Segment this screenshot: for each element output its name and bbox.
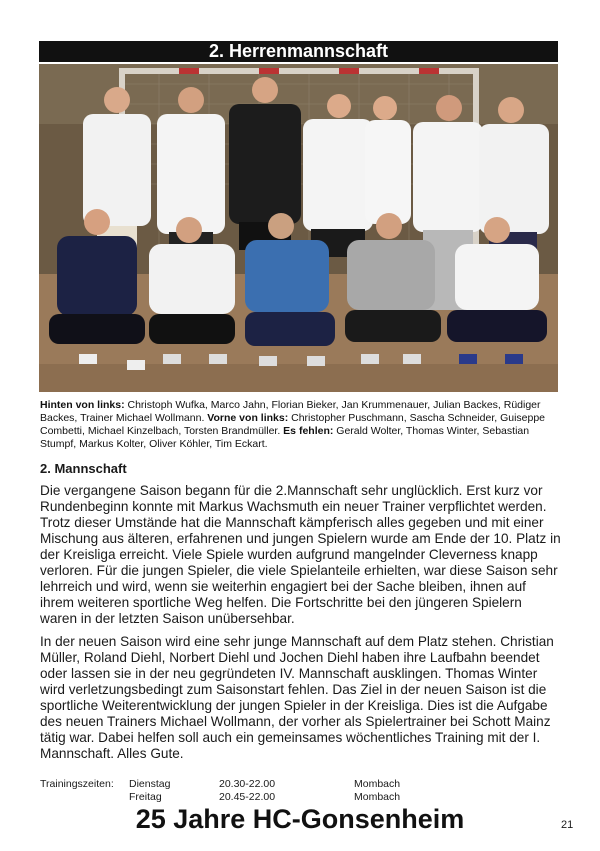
training-row [40,778,560,791]
caption-front-names: Christopher Puschmann, Sascha Schneider, Guiseppe Combetti, Michael Kinzelbach, Torsten Brandmüller. [40,412,546,437]
caption-back-names: Christoph Wufka, Marco Jahn, Florian Bieker, Jan Krummenauer, Julian Backes, Rüdiger Backes, Trainer Michael Wollmann. [40,399,541,424]
caption-back-label: Hinten von links: [40,399,125,411]
paragraph: Die vergangene Saison begann für die 2.Mannschaft sehr unglücklich. Erst kurz vor Rundenbeginn konnte mit Markus Wachsmuth ein neuer Trainer verpflichtet werden. Trotz dieser Umstände hat die Mannschaft kämpferisch alles gegeben und mit einer Mischung aus älteren, erfahrenen und jungen Spielern wurde am Ende der 10. Platz in der Kreisliga erreicht. Viele Spiele wurden aufgrund mangelnder Cleverness knapp verloren. Für die jungen Spieler, die viele Spielanteile erhielten, war diese Saison sehr lehrreich und wird, wenn sie weiterhin engagiert bei der Sache bleiben, ihnen auf ihrem weiteren sportliche Weg helfen. Die Fortschritte bei den jüngeren Spielern waren in der letzten Saison unübersehbar. [40,483,561,626]
section-title: 2. Mannschaft [40,461,127,476]
training-place: Mombach [354,791,401,803]
caption-missing-names: Gerald Wolter, Thomas Winter, Sebastian Stumpf, Markus Kolter, Oliver Köhler, Tim Eckart. [40,425,530,450]
training-time: 20.45-22.00 [219,791,276,803]
training-time: 20.30-22.00 [219,778,276,790]
caption-front-label: Vorne von links: [204,412,289,424]
training-label: Trainingszeiten: [40,778,114,790]
training-times [40,778,560,804]
training-place: Mombach [354,778,401,790]
footer-title: 25 Jahre HC-Gonsenheim [135,804,465,834]
article-body [40,483,562,769]
caption-missing-label: Es fehlen: [280,425,334,437]
training-day: Dienstag [129,778,171,790]
training-day: Freitag [129,791,162,803]
page-title: 2. Herrenmannschaft [39,41,558,62]
team-photo [39,64,558,392]
training-row [40,791,560,804]
photo-caption [40,399,560,451]
paragraph: In der neuen Saison wird eine sehr junge Mannschaft auf dem Platz stehen. Christian Müller, Roland Diehl, Norbert Diehl und Jochen Diehl haben ihre Laufbahn beendet oder lassen sie in der neu gegründeten IV. Mannschaft ausklingen. Thomas Winter wird verletzungsbedingt zum Saisonstart fehlen. Das Ziel in der neuen Saison ist die sportliche Weiterentwicklung der jungen Spieler in der Kreisliga. Dies ist die Aufgabe des neuen Trainers Michael Wollmann, der vorher als Spielertrainer bei Schott Mainz tätig war. Dabei helfen soll auch ein gemeinsames wöchentliches Training mit der I. Mannschaft. Alles Gute. [40,634,554,761]
page-number: 21 [561,819,574,831]
